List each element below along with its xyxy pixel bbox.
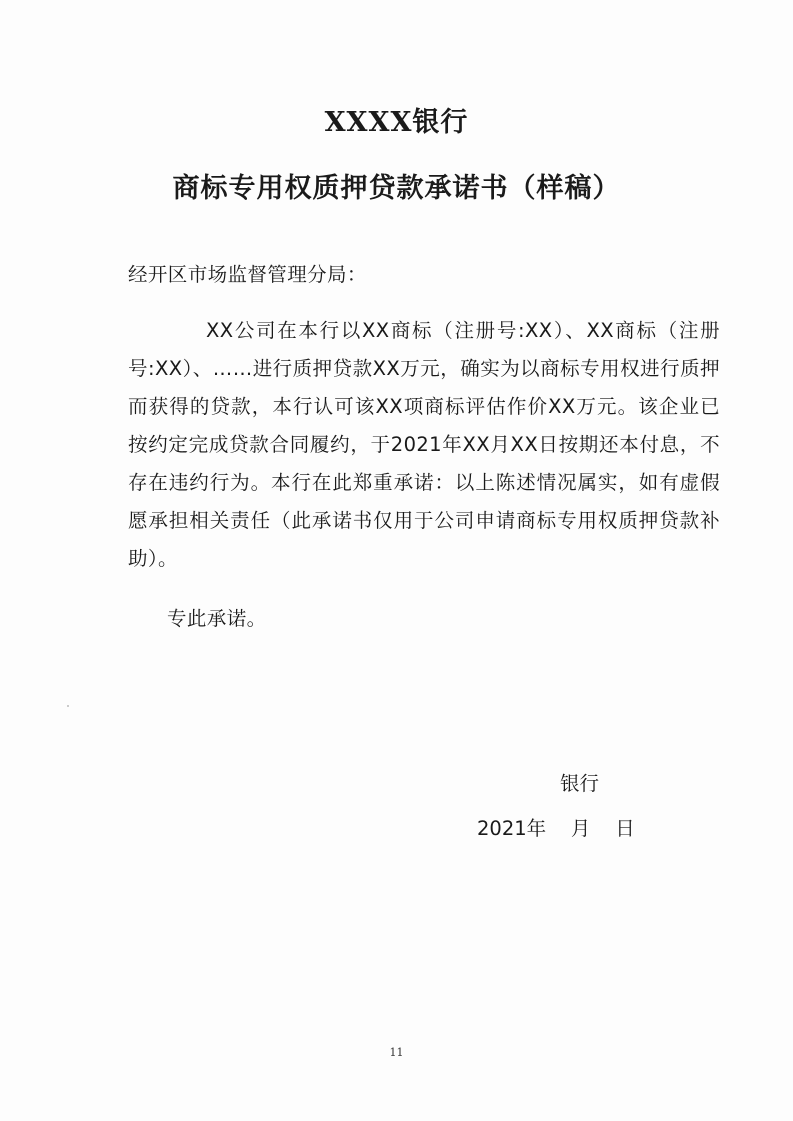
salutation: 经开区市场监督管理分局：	[128, 263, 367, 286]
document-title-bank: XXXX银行	[324, 107, 469, 138]
body-paragraph: XX公司在本行以XX商标（注册号:XX）、XX商标（注册号:XX）、……进行质押贷款XX万元，确实为以商标专用权进行质押而获得的贷款，本行认可该XX项商标评估作价XX万元。该企业已按约定完成贷款合同履约，于2021年XX月XX日按期还本付息，不存在违约行为。本行在此郑重承诺：以上陈述情况属实，如有虚假愿承担相关责任（此承诺书仅用于公司申请商标专用权质押贷款补助）。	[128, 319, 720, 570]
closing-statement: 专此承诺。	[167, 607, 267, 630]
document-title-commitment: 商标专用权质押贷款承诺书（样稿）	[172, 173, 621, 204]
signature-bank: 银行	[560, 772, 600, 795]
scan-speck	[67, 705, 69, 707]
page-number: 11	[389, 1046, 404, 1059]
signature-date: 2021年 月 日	[477, 817, 635, 840]
